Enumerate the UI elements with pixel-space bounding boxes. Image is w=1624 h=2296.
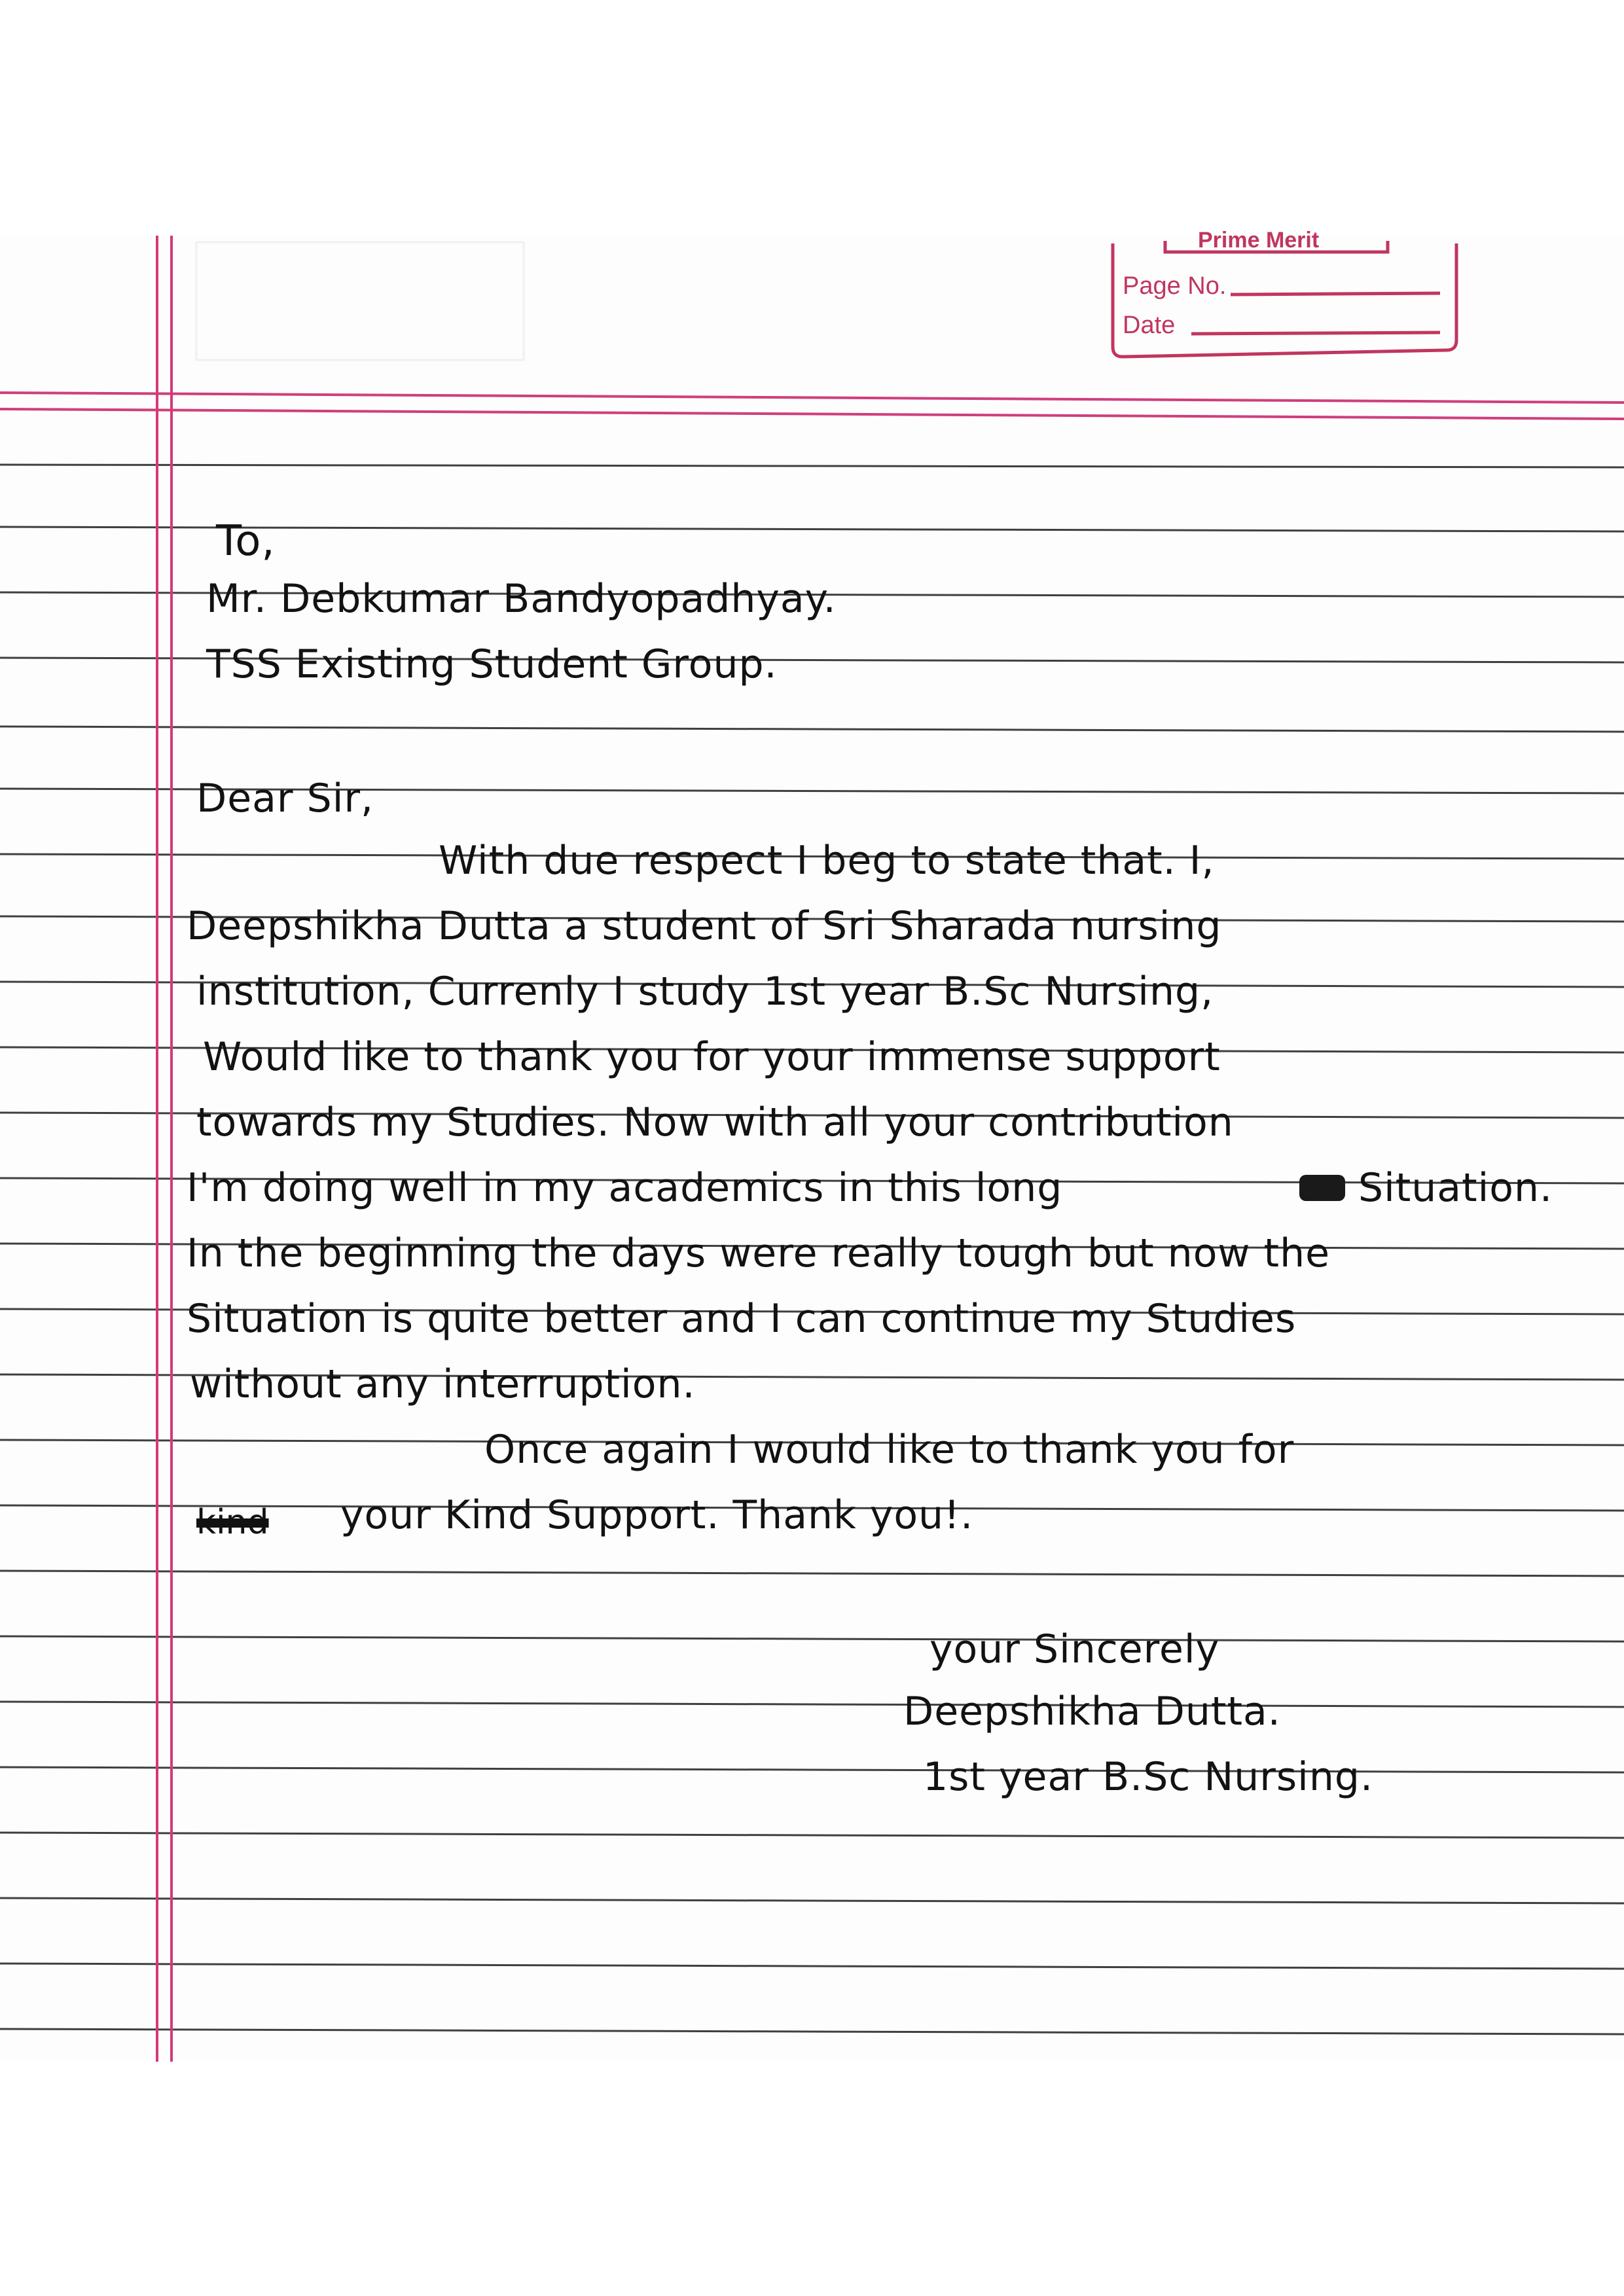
closing-line-3: 1st year B.Sc Nursing. bbox=[923, 1754, 1374, 1800]
body-line-10: Once again I would like to thank you for bbox=[484, 1427, 1295, 1473]
letter-to: To, bbox=[216, 517, 276, 565]
recipient-group: TSS Existing Student Group. bbox=[206, 641, 778, 687]
body-line-5: towards my Studies. Now with all your contribution bbox=[196, 1100, 1234, 1145]
body-line-11: your Kind Support. Thank you!. bbox=[340, 1492, 974, 1538]
struck-out-word: kind bbox=[196, 1503, 269, 1542]
body-line-1: With due respect I beg to state that. I, bbox=[439, 838, 1215, 884]
scribble-mark bbox=[1299, 1175, 1345, 1201]
body-line-8: Situation is quite better and I can continue my Studies bbox=[187, 1296, 1297, 1342]
body-line-3: institution, Currenly I study 1st year B.Sc Nursing, bbox=[196, 969, 1214, 1014]
body-line-6: I'm doing well in my academics in this long bbox=[187, 1165, 1063, 1211]
body-line-9: without any interruption. bbox=[190, 1361, 696, 1407]
page-no-label: Page No. bbox=[1123, 272, 1227, 300]
recipient-name: Mr. Debkumar Bandyopadhyay. bbox=[206, 576, 837, 622]
body-line-6-end: Situation. bbox=[1358, 1165, 1553, 1211]
stamp-brand: Prime Merit bbox=[1198, 228, 1320, 253]
page-area bbox=[0, 236, 1624, 2062]
salutation: Dear Sir, bbox=[196, 776, 374, 821]
body-line-4: Would like to thank you for your immense support bbox=[203, 1034, 1221, 1080]
body-line-2: Deepshikha Dutta a student of Sri Sharada nursing bbox=[187, 903, 1222, 949]
closing-line-2: Deepshikha Dutta. bbox=[903, 1689, 1281, 1734]
date-label: Date bbox=[1123, 312, 1176, 339]
body-line-7: In the beginning the days were really tough but now the bbox=[187, 1230, 1331, 1276]
closing-line-1: your Sincerely bbox=[929, 1626, 1220, 1672]
